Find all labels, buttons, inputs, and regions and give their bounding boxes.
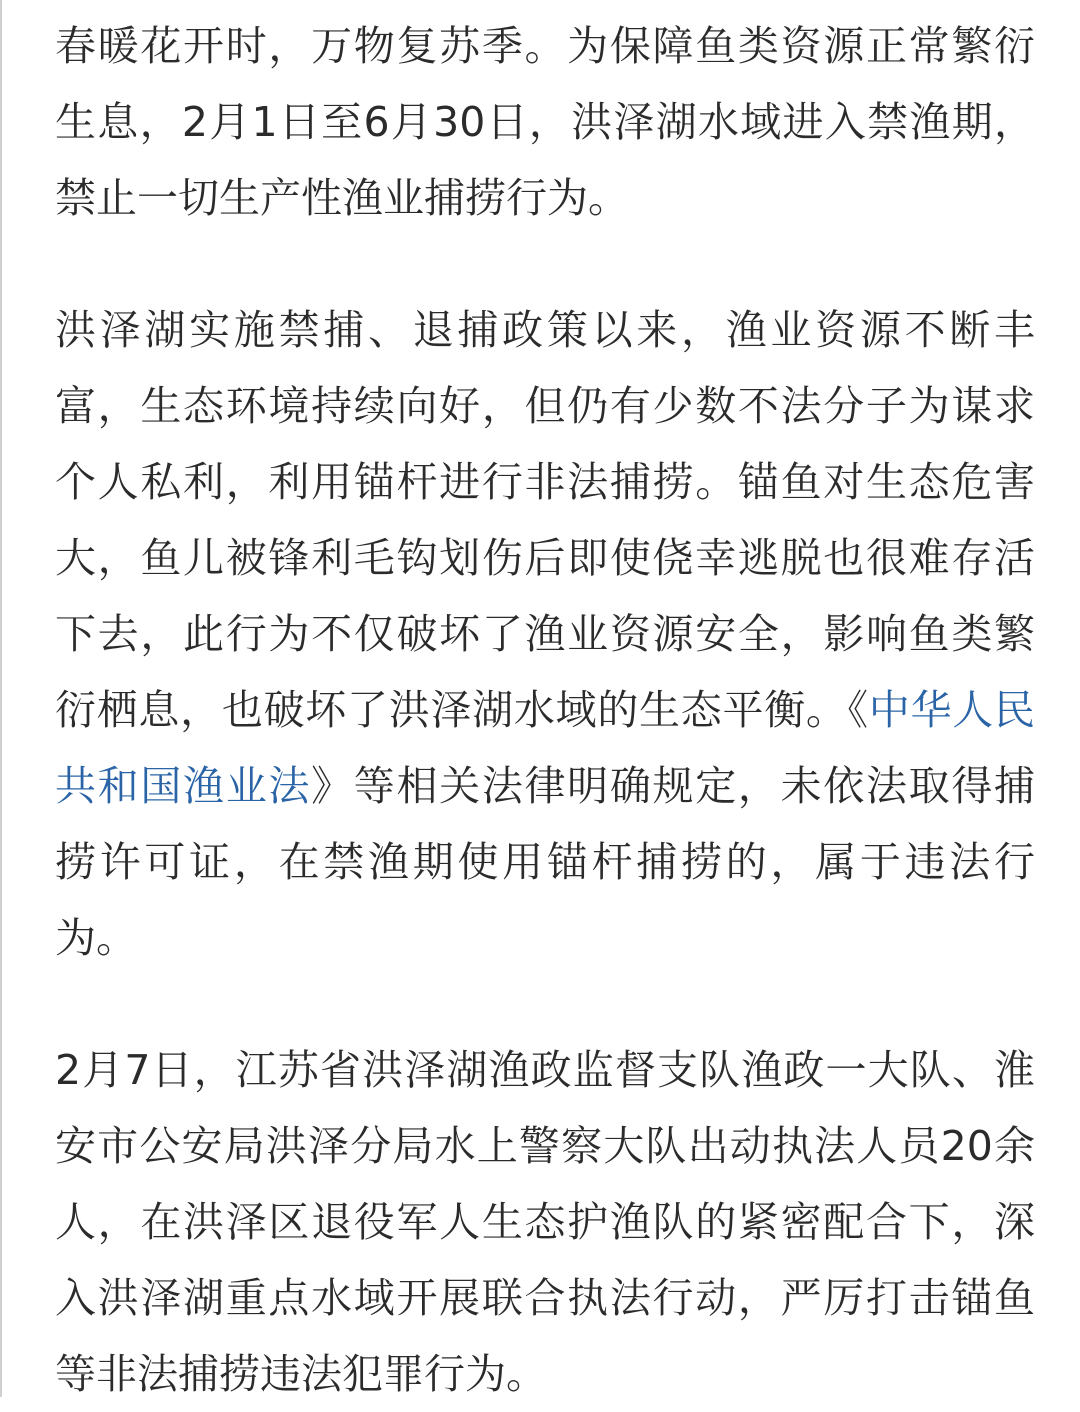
article-body (55, 8, 1035, 1412)
article-paragraph-2 (55, 292, 1035, 976)
paragraph-3-text: 2月7日，江苏省洪泽湖渔政监督支队渔政一大队、淮安市公安局洪泽分局水上警察大队出动执法人员20余人，在洪泽区退役军人生态护渔队的紧密配合下，深入洪泽湖重点水域开展联合执法行动，严厉打击锚鱼等非法捕捞违法犯罪行为。 (55, 1046, 1035, 1398)
article-paragraph-3 (55, 1032, 1035, 1412)
paragraph-1-text: 春暖花开时，万物复苏季。为保障鱼类资源正常繁衍生息，2月1日至6月30日，洪泽湖水域进入禁渔期，禁止一切生产性渔业捕捞行为。 (55, 22, 1035, 222)
fishery-law-link[interactable]: 中华人民共和国渔业法 (55, 686, 1036, 810)
page-left-border (0, 0, 2, 1397)
paragraph-2-text-before-link: 洪泽湖实施禁捕、退捕政策以来，渔业资源不断丰富，生态环境持续向好，但仍有少数不法分子为谋求个人私利，利用锚杆进行非法捕捞。锚鱼对生态危害大，鱼儿被锋利毛钩划伤后即使侥幸逃脱也很难存活下去，此行为不仅破坏了渔业资源安全，影响鱼类繁衍栖息，也破坏了洪泽湖水域的生态平衡。《 (55, 306, 1035, 734)
article-paragraph-1 (55, 8, 1035, 236)
paragraph-2-text-after-link: 》等相关法律明确规定，未依法取得捕捞许可证，在禁渔期使用锚杆捕捞的，属于违法行为。 (55, 762, 1036, 962)
